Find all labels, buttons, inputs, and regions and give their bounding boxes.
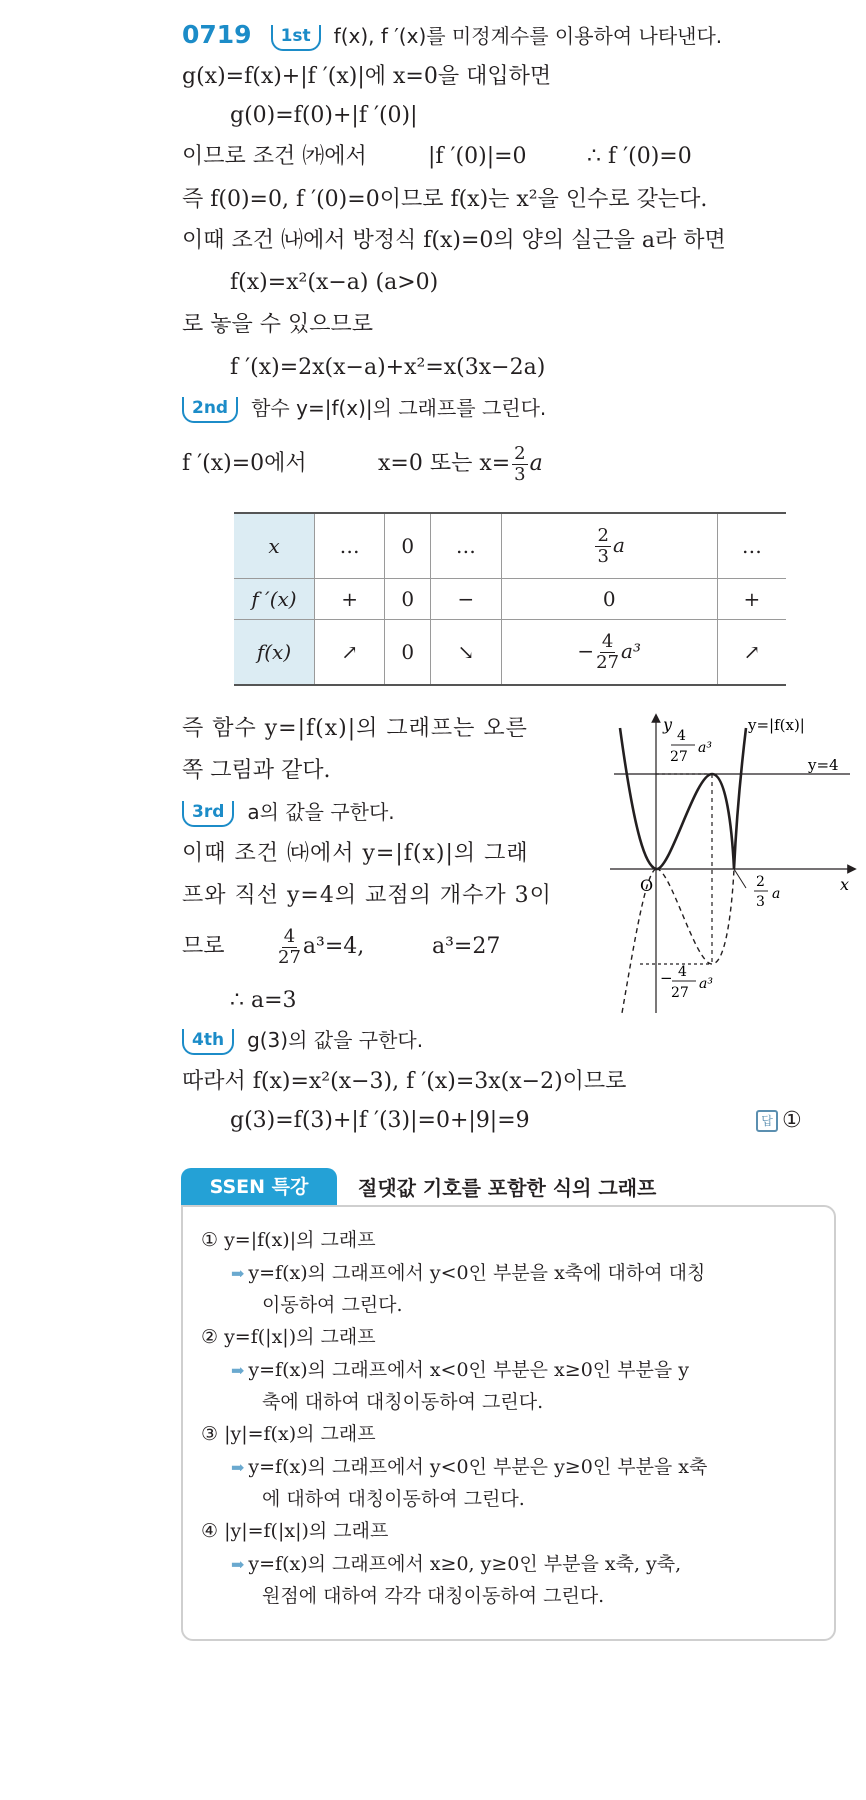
table-cell: 0 — [501, 579, 717, 620]
table-cell: … — [431, 513, 501, 579]
line-16: 따라서 f(x)=x²(x−3), f ′(x)=3x(x−2)이므로 — [182, 1069, 627, 1094]
curve-f-below — [656, 869, 734, 964]
step1-title: f(x), f ′(x)를 미정계수를 이용하여 나타낸다. — [333, 24, 723, 48]
line-9-roots: x=0 또는 x= $\frac{2}{3}$ a — [378, 442, 543, 485]
answer-value: ① — [782, 1108, 802, 1133]
line-14-prefix: 므로 — [182, 934, 225, 959]
table-cell: − — [431, 579, 501, 620]
curve-label: y=|f(x)| — [748, 716, 805, 734]
root-pointer — [734, 869, 746, 888]
ssen-item-3-head: ③ |y|=f(x)의 그래프 — [201, 1423, 376, 1445]
line-3-condition: |f ′(0)|=0 — [428, 144, 527, 169]
line-4: 즉 f(0)=0, f ′(0)=0이므로 f(x)는 x²을 인수로 갖는다. — [182, 187, 708, 212]
fraction-four-27: $\frac{4}{27}$ — [278, 925, 301, 968]
table-row-fprime — [234, 579, 786, 620]
line-9-prefix: f ′(x)=0에서 — [182, 451, 307, 476]
ssen-item-2-body2: 축에 대하여 대칭이동하여 그린다. — [262, 1391, 544, 1413]
line-15: ∴ a=3 — [230, 988, 297, 1013]
line-2: g(0)=f(0)+|f ′(0)| — [230, 103, 418, 128]
problem-number: 0719 — [182, 20, 252, 49]
line-13: 프와 직선 y=4의 교점의 개수가 3이 — [182, 883, 552, 908]
step3-title: a의 값을 구한다. — [247, 800, 395, 824]
table-cell: 0 — [385, 579, 431, 620]
ssen-item-1-body2: 이동하여 그린다. — [262, 1294, 403, 1316]
line-6: f(x)=x²(x−a) (a>0) — [230, 270, 439, 295]
ssen-tab: SSEN 특강 — [181, 1168, 337, 1206]
line-5: 이때 조건 ㈏에서 방정식 f(x)=0의 양의 실근을 a라 하면 — [182, 228, 726, 253]
x-axis-label: x — [840, 875, 850, 894]
table-cell: … — [315, 513, 385, 579]
ssen-item-1-body: ➡ y=f(x)의 그래프에서 y<0인 부분을 x축에 대하여 대칭 — [231, 1262, 706, 1284]
line-3-conclusion: ∴ f ′(0)=0 — [587, 144, 692, 169]
origin-label: O — [640, 876, 654, 895]
ssen-item-4-head: ④ |y|=f(|x|)의 그래프 — [201, 1520, 389, 1542]
table-cell: + — [315, 579, 385, 620]
table-cell: + — [717, 579, 786, 620]
line-1: g(x)=f(x)+|f ′(x)|에 x=0을 대입하면 — [182, 64, 552, 89]
step4-title: g(3)의 값을 구한다. — [247, 1028, 424, 1052]
line-14 — [182, 925, 501, 968]
bottom-fraction-num: 4 — [678, 964, 687, 980]
ssen-item-3-body2: 에 대하여 대칭이동하여 그린다. — [262, 1488, 525, 1510]
abs-function-graph — [600, 708, 860, 1016]
table-cell-decrease: ↘ — [431, 620, 501, 686]
arrow-icon: ➡ — [231, 1361, 245, 1380]
arrow-icon: ➡ — [231, 1264, 245, 1283]
ssen-item-2-head: ② y=f(|x|)의 그래프 — [201, 1326, 376, 1348]
table-cell: … — [717, 513, 786, 579]
top-fraction-den: 27 — [670, 749, 688, 765]
step-badge-3rd: 3rd — [182, 801, 234, 827]
root-fraction-den: 3 — [756, 894, 765, 910]
step-badge-4th: 4th — [182, 1029, 234, 1055]
line-10: 즉 함수 y=|f(x)|의 그래프는 오른 — [182, 716, 528, 741]
line-9-root-text: x=0 또는 x= — [378, 451, 511, 476]
y-axis-label: y — [663, 715, 673, 734]
line-label: y=4 — [808, 756, 839, 774]
line-3 — [182, 142, 692, 172]
line-12: 이때 조건 ㈐에서 y=|f(x)|의 그래 — [182, 841, 529, 866]
bottom-minus: − — [660, 969, 673, 987]
arrow-icon: ➡ — [231, 1458, 245, 1477]
step2-header — [182, 393, 546, 424]
root-label: a — [772, 886, 781, 902]
line-17: g(3)=f(3)+|f ′(3)|=0+|9|=9 — [230, 1108, 530, 1133]
ssen-item-4-body2: 원점에 대하여 각각 대칭이동하여 그린다. — [262, 1585, 605, 1607]
answer-icon: 답 — [756, 1110, 778, 1132]
table-cell-local-min: − $\frac{4}{27}$ a³ — [501, 620, 717, 686]
bottom-label: a³ — [699, 976, 713, 992]
table-header-fprime: f ′(x) — [234, 579, 315, 620]
line-3-prefix: 이므로 조건 ㈎에서 — [182, 144, 367, 169]
line-9 — [182, 442, 543, 485]
answer — [756, 1106, 802, 1136]
line-14-result: a³=27 — [432, 934, 501, 959]
bottom-fraction-den: 27 — [671, 985, 689, 1001]
ssen-item-4-body: ➡ y=f(x)의 그래프에서 x≥0, y≥0인 부분을 x축, y축, — [231, 1553, 682, 1575]
table-row-x — [234, 513, 786, 579]
step4-header — [182, 1025, 423, 1056]
ssen-item-3-body: ➡ y=f(x)의 그래프에서 y<0인 부분은 y≥0인 부분을 x축 — [231, 1456, 708, 1478]
table-header-x: x — [234, 513, 315, 579]
table-cell-increase: ↗ — [717, 620, 786, 686]
ssen-item-2-body: ➡ y=f(x)의 그래프에서 x<0인 부분은 x≥0인 부분을 y — [231, 1359, 690, 1381]
table-header-f: f(x) — [234, 620, 315, 686]
table-cell: 0 — [385, 620, 431, 686]
step2-title: 함수 y=|f(x)|의 그래프를 그린다. — [251, 396, 547, 420]
ssen-title: 절댓값 기호를 포함한 식의 그래프 — [358, 1176, 657, 1200]
fraction-two-thirds: $\frac{2}{3}$ — [514, 442, 526, 485]
ssen-item-1-head: ① y=|f(x)|의 그래프 — [201, 1229, 376, 1251]
step1-header — [182, 20, 722, 52]
root-fraction-num: 2 — [756, 874, 765, 890]
variation-table — [234, 512, 786, 686]
step-badge-2nd: 2nd — [182, 397, 238, 423]
table-row-f — [234, 620, 786, 686]
line-14-equation: $\frac{4}{27}$ a³=4, — [278, 925, 365, 968]
line-7: 로 놓을 수 있으므로 — [182, 312, 373, 337]
step-badge-1st: 1st — [271, 25, 321, 51]
line-11: 쪽 그림과 같다. — [182, 758, 331, 783]
step3-header — [182, 797, 395, 828]
table-cell-increase: ↗ — [315, 620, 385, 686]
arrow-icon: ➡ — [231, 1555, 245, 1574]
table-cell: 0 — [385, 513, 431, 579]
top-label: a³ — [698, 740, 712, 756]
line-8: f ′(x)=2x(x−a)+x²=x(3x−2a) — [230, 355, 546, 380]
table-cell-two-thirds-a: $\frac{2}{3}$ a — [501, 513, 717, 579]
top-fraction-num: 4 — [677, 728, 686, 744]
